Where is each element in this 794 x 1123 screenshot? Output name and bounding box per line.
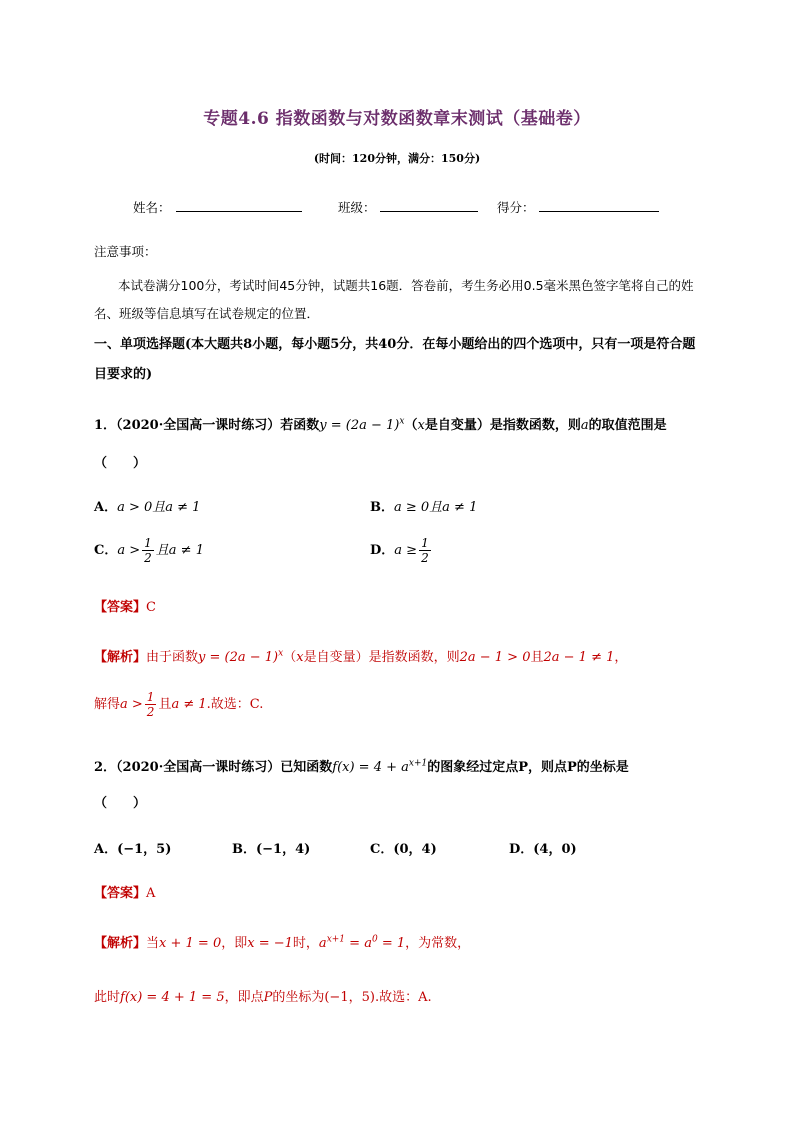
question-1-answer: 【答案】C xyxy=(94,600,156,615)
question-2-analysis-line2: 此时f(x) = 4 + 1 = 5，即点P的坐标为(−1，5).故选：A. xyxy=(94,990,432,1005)
question-1-option-d[interactable]: D．a ≥ $\frac{1}{2}$ xyxy=(370,536,429,565)
question-2-option-a[interactable]: A．(−1，5) xyxy=(94,842,172,857)
score-blank[interactable] xyxy=(539,211,659,212)
question-1-stem: 1．（2020·全国高一课时练习）若函数$y = (2a - 1)^x(x$是自变量）是指数函数，则a的取值范围是 xyxy=(94,416,667,433)
notice-heading: 注意事项： xyxy=(94,244,157,259)
question-2-answer: 【答案】A xyxy=(94,886,156,901)
question-2-option-c[interactable]: C．(0，4) xyxy=(370,842,437,857)
question-1-analysis-line1: 【解析】由于函数$y = (2a - 1)^x(x$是自变量）是指数函数，则2a − 1 > 0且2a − 1 ≠ 1， xyxy=(94,648,628,665)
class-label: 班级： xyxy=(338,200,376,215)
section-heading: 一、单项选择题(本大题共8小题，每小题5分，共40分．在每小题给出的四个选项中，只有一项是符合题目要求的) xyxy=(94,337,696,382)
score-label: 得分： xyxy=(497,200,535,215)
question-2-stem: 2．（2020·全国高一课时练习）已知函数$f(x) = 4 + a^{x+1}$的图象经过定点P，则点P的坐标是 xyxy=(94,758,629,775)
question-2-option-b[interactable]: B．(−1，4) xyxy=(232,842,311,857)
question-2-analysis-line1: 【解析】当x + 1 = 0，即x = −1时，$a^{x+1} = a^0 = 1$，为常数， xyxy=(94,934,471,951)
question-1-option-c[interactable]: C．a > $\frac{1}{2}$ 且a ≠ 1 xyxy=(94,536,204,565)
class-blank[interactable] xyxy=(380,211,478,212)
exam-time-info: (时间：120分钟，满分：150分) xyxy=(313,152,481,165)
page-title: 专题4.6 指数函数与对数函数章末测试（基础卷） xyxy=(203,109,591,129)
question-1-analysis-line2: 解得a > $\frac{1}{2}$ 且a ≠ 1.故选：C. xyxy=(94,690,264,719)
question-1-option-b[interactable]: B．a ≥ 0且a ≠ 1 xyxy=(370,500,478,515)
question-2-paren: （ ） xyxy=(94,796,147,811)
name-label: 姓名： xyxy=(133,200,171,215)
name-blank[interactable] xyxy=(176,211,302,212)
question-2-option-d[interactable]: D．(4，0) xyxy=(509,842,577,857)
question-1-paren: （ ） xyxy=(94,456,147,471)
question-1-option-a[interactable]: A．a > 0且a ≠ 1 xyxy=(94,500,201,515)
notice-body: 本试卷满分100分，考试时间45分钟，试题共16题．答卷前，考生务必用0.5毫米黑色签字笔将自己的姓名、班级等信息填写在试卷规定的位置． xyxy=(94,278,694,321)
